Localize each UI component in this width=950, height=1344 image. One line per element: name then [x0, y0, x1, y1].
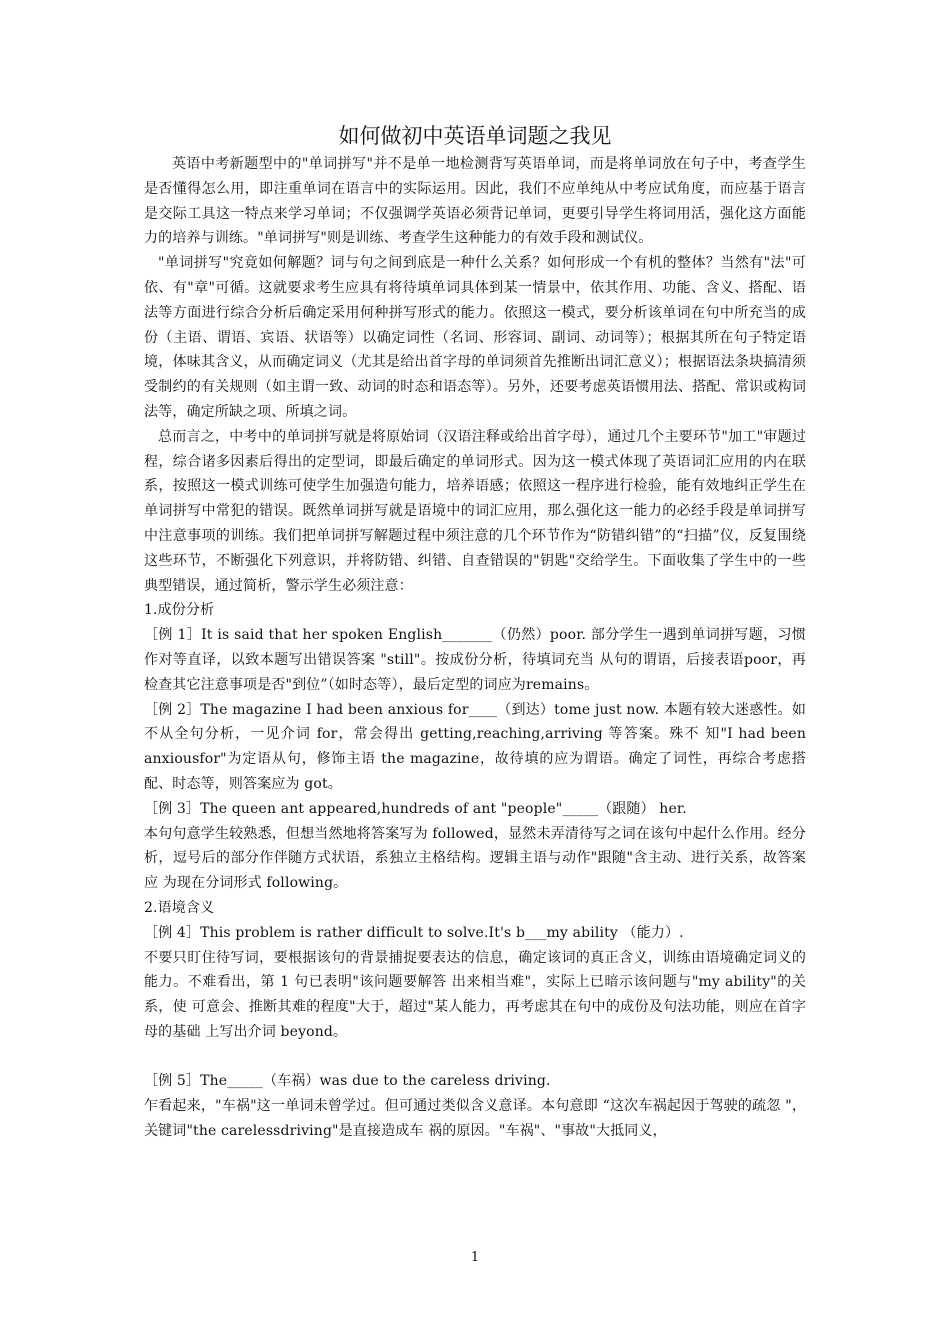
example-3: ［例 3］The queen ant appeared,hundreds of ant "people"_____（跟随） her.	[144, 800, 687, 817]
section-heading-2: 2.语境含义	[144, 899, 215, 916]
paragraph-summary: 总而言之，中考中的单词拼写就是将原始词（汉语注释或给出首字母），通过几个主要环节"加工"审题过程，综合诸多因素后得出的定型词，即最后确定的单词形式。因为这一模式体现了英语词汇应用的内在联系，按照这一模式训练可使学生加强造句能力，培养语感；依照这一程序进行检验，能有效地纠正学生在单词拼写中常犯的错误。既然单词拼写就是语境中的词汇应用，那么强化这一能力的必经手段是单词拼写中注意事项的训练。我们把单词拼写解题过程中须注意的几个环节作为“防错纠错”的“扫描”仪，反复围绕这些环节，不断强化下列意识，并将防错、纠错、自查错误的"钥匙"交给学生。下面收集了学生中的一些典型错误，通过简析，警示学生必须注意：	[144, 428, 806, 594]
paragraph-intro: 英语中考新题型中的"单词拼写"并不是单一地检测背写英语单词，而是将单词放在句子中，考查学生是否懂得怎么用，即注重单词在语言中的实际运用。因此，我们不应单纯从中考应试角度，而应基于语言是交际工具这一特点来学习单词；不仅强调学英语必须背记单词，更要引导学生将词用活，强化这方面能力的培养与训练。"单词拼写"则是训练、考查学生这种能力的有效手段和测试仪。	[144, 156, 806, 247]
example-3-analysis: 本句句意学生较熟悉，但想当然地将答案写为 followed，显然未弄清待写之词在该句中起什么作用。经分 析，逗号后的部分作伴随方式状语，系独立主格结构。逻辑主语与动作"跟随"含主动、进行关系，故答案应 为现在分词形式 following。	[144, 825, 806, 892]
example-5: ［例 5］The_____（车祸）was due to the careless driving.	[144, 1073, 551, 1090]
document-body	[144, 122, 806, 1144]
example-5-analysis: 乍看起来，"车祸"这一单词未曾学过。但可通过类似含义意译。本句意即 “这次车祸起因于驾驶的疏忽 "，关键词"the carelessdriving"是直接造成车 祸的原因。"车祸"、"事故"大抵同义，	[144, 1098, 806, 1140]
example-4: ［例 4］This problem is rather difficult to solve.It's b___my ability （能力）.	[144, 924, 684, 941]
paragraph-method: "单词拼写"究竟如何解题？词与句之间到底是一种什么关系？如何形成一个有机的整体？当然有"法"可依、有"章"可循。这就要求考生应具有将待填单词具体到某一情景中，依其作用、功能、含义、搭配、语法等方面进行综合分析后确定采用何种拼写形式的能力。依照这一模式，要分析该单词在句中所充当的成份（主语、谓语、宾语、状语等）以确定词性（名词、形容词、副词、动词等）；根据其所在句子特定语境，体味其含义，从而确定词义（尤其是给出首字母的单词须首先推断出词汇意义）；根据语法条块搞清须受制约的有关规则（如主谓一致、动词的时态和语态等）。另外，还要考虑英语惯用法、搭配、常识或构词法等，确定所缺之项、所填之词。	[144, 255, 806, 420]
page-number: 1	[470, 1250, 480, 1265]
section-heading-1: 1.成份分析	[144, 602, 215, 619]
example-4-analysis: 不要只盯住待写词，要根据该句的背景捕捉要表达的信息，确定该词的真正含义，训练由语境确定词义的 能力。不难看出，第 1 句已表明"该问题要解答 出来相当难"，实际上已暗示该问题与"my ability"的关系，使 可意会、推断其难的程度"大于，超过"某人能力，再考虑其在句中的成份及句法功能，则应在首字母的基础 上写出介词 beyond。	[144, 949, 806, 1040]
example-2: ［例 2］The magazine I had been anxious for____（到达）tome just now. 本题有较大迷惑性。如不从全句分析，一见介词 for，常会得出 getting,reaching,arriving 等答案。殊不 知"I had been anxiousfor"为定语从句，修饰主语 the magazine，故待填的应为谓语。确定了词性，再综合考虑搭配、时态等，则答案应为 got。	[144, 701, 806, 792]
page-title: 如何做初中英语单词题之我见	[338, 124, 612, 148]
blank-line	[144, 1045, 806, 1070]
example-1: ［例 1］It is said that her spoken English_______（仍然）poor. 部分学生一遇到单词拼写题，习惯作对等直译，以致本题写出错误答案 "still"。按成份分析，待填词充当 从句的谓语，后接表语poor，再检查其它注意事项是否"到位”（如时态等），最后定型的词应为remains。	[144, 627, 806, 693]
